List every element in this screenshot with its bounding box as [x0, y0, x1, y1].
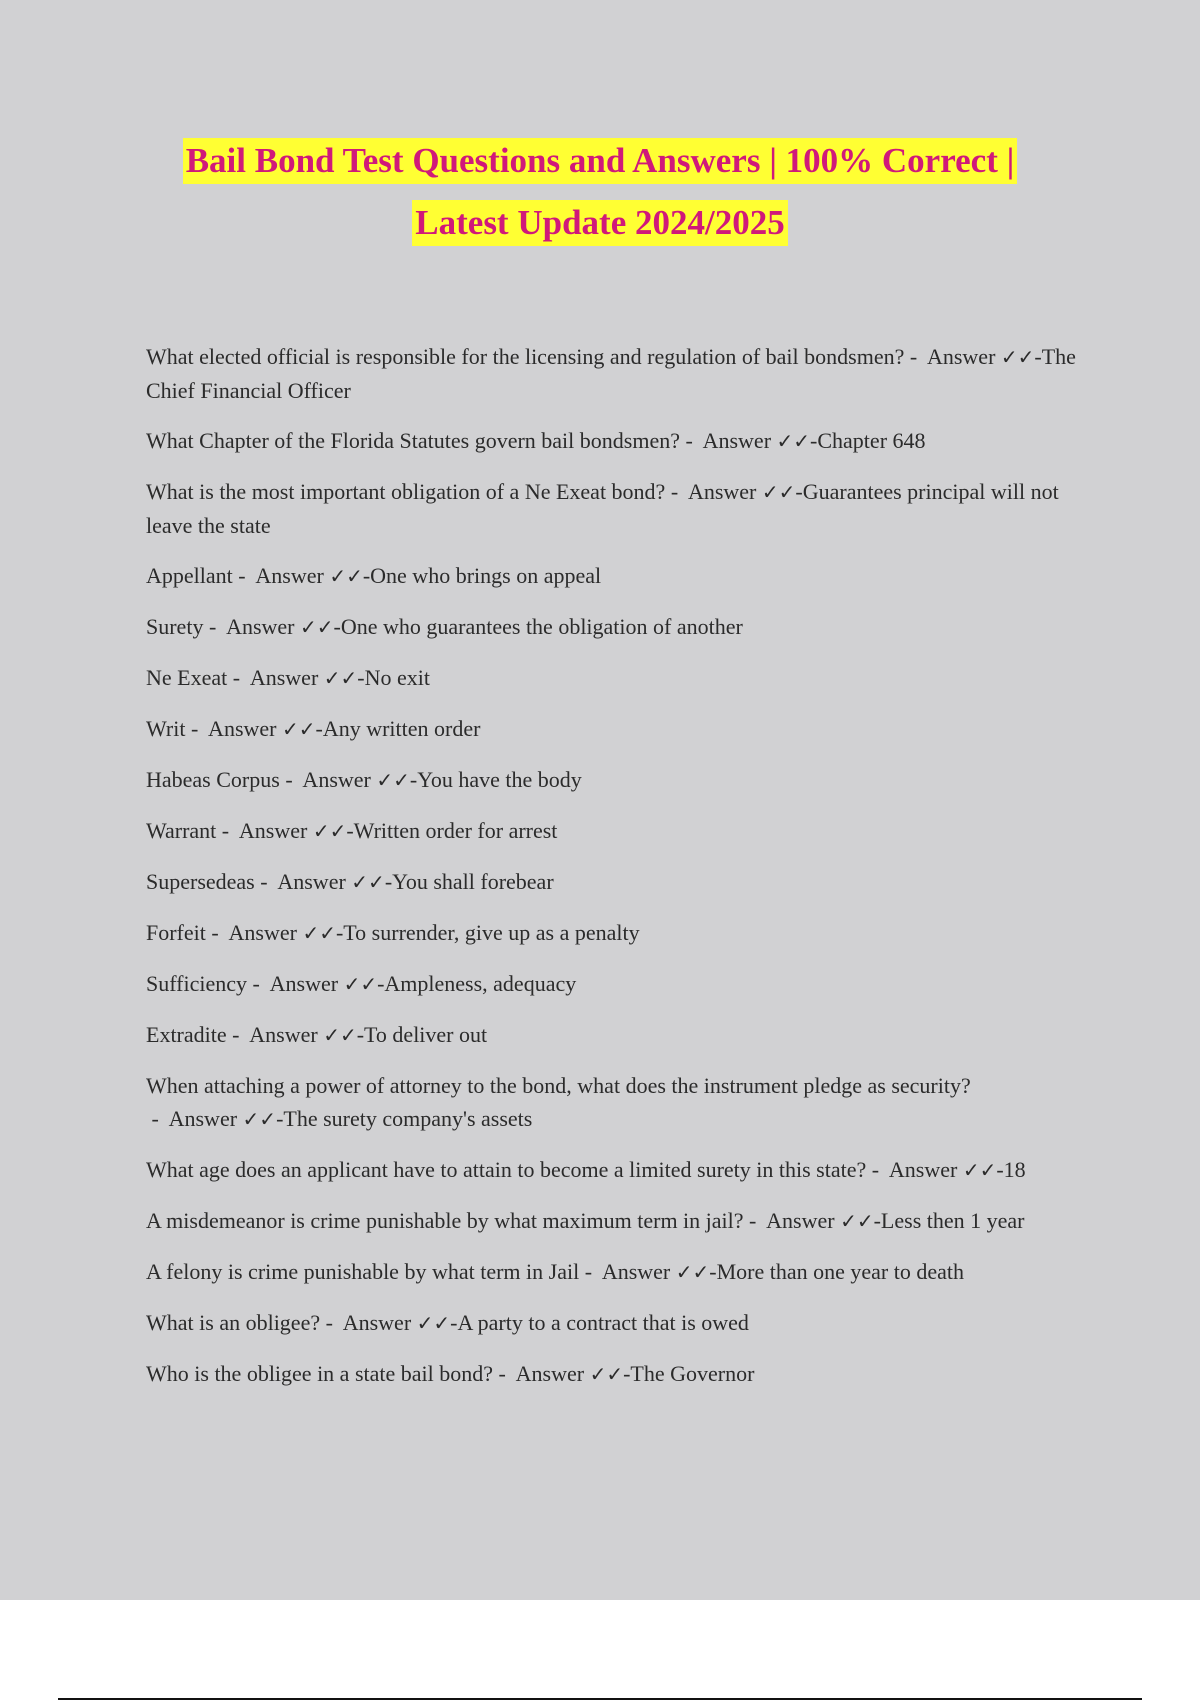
- question: Surety: [146, 614, 204, 639]
- question: Writ: [146, 716, 186, 741]
- qa-item: [146, 610, 1086, 644]
- answer: -A party to a contract that is owed: [450, 1310, 749, 1335]
- question: Warrant: [146, 818, 217, 843]
- qa-item: [146, 712, 1086, 746]
- answer: -One who guarantees the obligation of another: [333, 614, 743, 639]
- qa-list: [146, 340, 1086, 1408]
- answer-separator: - Answer: [254, 869, 352, 894]
- qa-item: [146, 475, 1086, 542]
- answer: -More than one year to death: [709, 1259, 964, 1284]
- qa-item: [146, 1357, 1086, 1391]
- answer: -No exit: [357, 665, 430, 690]
- question: What elected official is responsible for the licensing and regulation of bail bondsmen?: [146, 344, 905, 369]
- answer: -Written order for arrest: [346, 818, 558, 843]
- answer-separator: - Answer: [232, 563, 330, 588]
- double-check-icon: ✓✓: [376, 768, 410, 792]
- answer-separator: - Answer: [203, 614, 300, 639]
- question: What Chapter of the Florida Statutes govern bail bondsmen?: [146, 428, 680, 453]
- title-line-1: Bail Bond Test Questions and Answers | 100% Correct |: [183, 138, 1018, 184]
- answer: -You shall forebear: [384, 869, 554, 894]
- qa-item: [146, 424, 1086, 458]
- answer-separator: - Answer: [679, 428, 777, 453]
- answer-separator: - Answer: [665, 479, 762, 504]
- question: What is an obligee?: [146, 1310, 321, 1335]
- answer: -To deliver out: [356, 1022, 488, 1047]
- answer-separator: - Answer: [247, 971, 344, 996]
- qa-item: [146, 661, 1086, 695]
- answer-separator: - Answer: [146, 1106, 243, 1131]
- answer-separator: - Answer: [216, 818, 313, 843]
- double-check-icon: ✓✓: [962, 1158, 997, 1182]
- double-check-icon: ✓✓: [323, 666, 358, 690]
- answer-separator: - Answer: [866, 1157, 963, 1182]
- double-check-icon: ✓✓: [242, 1107, 277, 1131]
- double-check-icon: ✓✓: [343, 972, 378, 996]
- question: A misdemeanor is crime punishable by what maximum term in jail?: [146, 1208, 744, 1233]
- double-check-icon: ✓✓: [312, 819, 347, 843]
- page-gap: [0, 1600, 1200, 1700]
- double-check-icon: ✓✓: [761, 480, 796, 504]
- qa-item: [146, 916, 1086, 950]
- qa-item: [146, 967, 1086, 1001]
- answer-separator: - Answer: [205, 920, 303, 945]
- question: Supersedeas: [146, 869, 255, 894]
- answer: -The Governor: [623, 1361, 755, 1386]
- qa-item: [146, 1153, 1086, 1187]
- answer: -One who brings on appeal: [362, 563, 602, 588]
- double-check-icon: ✓✓: [840, 1209, 874, 1233]
- answer-separator: - Answer: [226, 1022, 324, 1047]
- question: What is the most important obligation of a Ne Exeat bond?: [146, 479, 666, 504]
- double-check-icon: ✓✓: [589, 1362, 624, 1386]
- answer-separator: - Answer: [904, 344, 1001, 369]
- answer-separator: - Answer: [579, 1259, 676, 1284]
- double-check-icon: ✓✓: [281, 717, 316, 741]
- double-check-icon: ✓✓: [351, 870, 385, 894]
- question: A felony is crime punishable by what term in Jail: [146, 1259, 580, 1284]
- double-check-icon: ✓✓: [675, 1260, 710, 1284]
- answer: -Less then 1 year: [873, 1208, 1025, 1233]
- answer-separator: - Answer: [743, 1208, 841, 1233]
- answer: -Guarantees principal will not leave the state: [146, 479, 1059, 538]
- double-check-icon: ✓✓: [329, 564, 363, 588]
- question: Ne Exeat: [146, 665, 228, 690]
- answer: -Chapter 648: [810, 428, 926, 453]
- question: Who is the obligee in a state bail bond?: [146, 1361, 494, 1386]
- answer-separator: - Answer: [227, 665, 324, 690]
- question: Habeas Corpus: [146, 767, 280, 792]
- question: When attaching a power of attorney to the bond, what does the instrument pledge as security?: [146, 1073, 971, 1098]
- qa-item: [146, 814, 1086, 848]
- question: Extradite: [146, 1022, 227, 1047]
- qa-item: [146, 763, 1086, 797]
- double-check-icon: ✓✓: [300, 615, 334, 639]
- qa-item: [146, 1204, 1086, 1238]
- answer: -Ampleness, adequacy: [377, 971, 577, 996]
- qa-item: [146, 865, 1086, 899]
- answer: -You have the body: [409, 767, 582, 792]
- question: Sufficiency: [146, 971, 248, 996]
- answer-separator: - Answer: [320, 1310, 417, 1335]
- title-line-2: Latest Update 2024/2025: [412, 200, 787, 246]
- question: Appellant: [146, 563, 233, 588]
- answer: -The Chief Financial Officer: [146, 344, 1076, 403]
- qa-item: [146, 1018, 1086, 1052]
- double-check-icon: ✓✓: [416, 1311, 451, 1335]
- answer: -Any written order: [315, 716, 481, 741]
- qa-item: [146, 1306, 1086, 1340]
- question: What age does an applicant have to attain to become a limited surety in this state?: [146, 1157, 867, 1182]
- answer: -To surrender, give up as a penalty: [335, 920, 640, 945]
- answer-separator: - Answer: [493, 1361, 590, 1386]
- qa-item: [146, 559, 1086, 593]
- answer: -The surety company's assets: [276, 1106, 533, 1131]
- answer-separator: - Answer: [185, 716, 282, 741]
- qa-item: [146, 1069, 1086, 1136]
- qa-item: [146, 340, 1086, 407]
- double-check-icon: ✓✓: [776, 429, 811, 453]
- document-title: [0, 138, 1200, 246]
- question: Forfeit: [146, 920, 206, 945]
- double-check-icon: ✓✓: [302, 921, 336, 945]
- double-check-icon: ✓✓: [1000, 345, 1035, 369]
- answer: -18: [996, 1157, 1026, 1182]
- qa-item: [146, 1255, 1086, 1289]
- answer-separator: - Answer: [279, 767, 377, 792]
- double-check-icon: ✓✓: [323, 1023, 357, 1047]
